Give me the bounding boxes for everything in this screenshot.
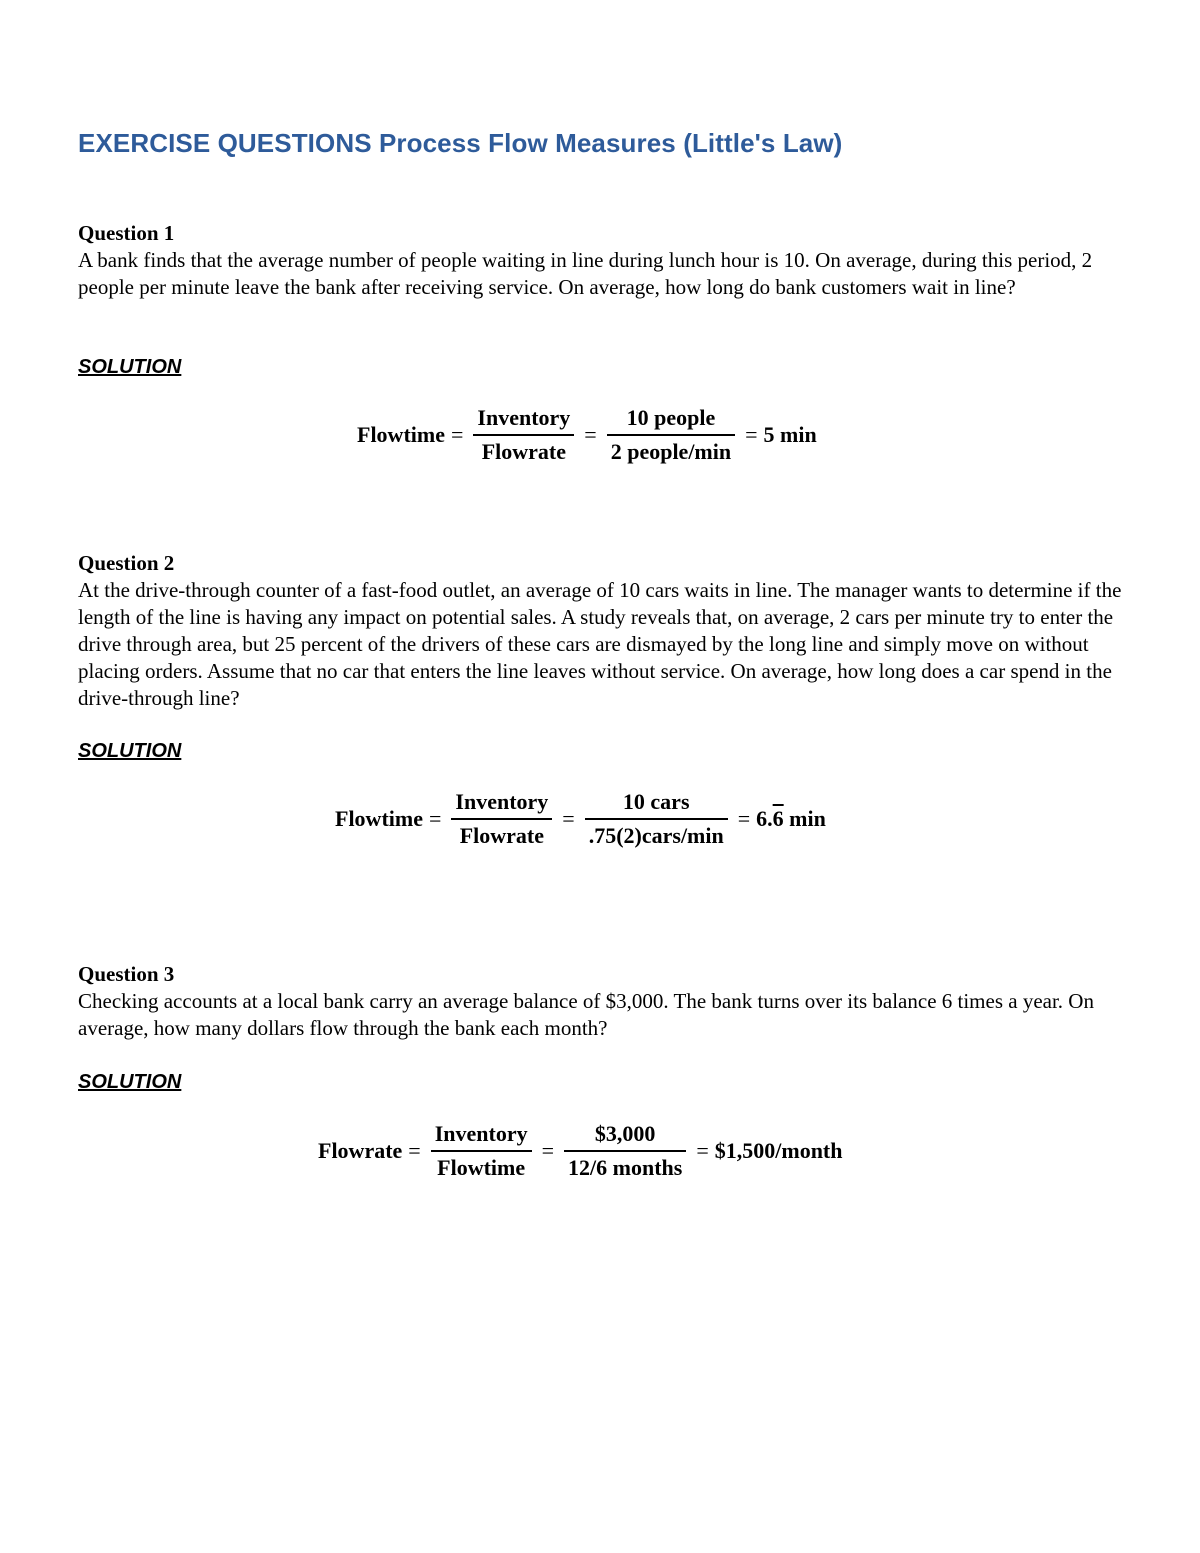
question-text: A bank finds that the average number of people waiting in line during lunch hour is 10. On average, during this period, 2 people per minute leave the bank after receiving service. On average, how long do bank customers wait in line? — [78, 248, 1093, 299]
page-title — [78, 128, 842, 159]
fraction-denominator: 12/6 months — [568, 1155, 683, 1180]
solution-label: SOLUTION — [78, 356, 182, 378]
equals-sign: = — [541, 1138, 555, 1163]
fraction-denominator: 2 people/min — [610, 439, 732, 464]
formula-lhs: Flowrate — [318, 1138, 403, 1163]
question-heading: Question 1 — [78, 221, 175, 245]
repeating-digit: 6 — [772, 806, 784, 831]
equals-sign: = — [450, 422, 464, 447]
formula-2 — [335, 789, 826, 849]
equals-sign: = — [408, 1138, 421, 1163]
solution-label: SOLUTION — [78, 1071, 182, 1093]
equals-sign: = — [696, 1138, 709, 1163]
solution-label: SOLUTION — [78, 740, 182, 762]
fraction — [564, 1121, 686, 1181]
formula-lhs: Flowtime — [357, 422, 445, 447]
equals-sign: = — [428, 806, 442, 831]
title-part-2: Process Flow Measures (Little's Law) — [378, 128, 843, 158]
fraction-numerator: $3,000 — [564, 1121, 686, 1152]
fraction — [585, 789, 728, 849]
fraction-denominator: Flowrate — [481, 439, 566, 464]
fraction-numerator: Inventory — [431, 1121, 532, 1152]
question-1 — [78, 220, 1123, 301]
equals-sign: = — [562, 806, 575, 831]
fraction-denominator: Flowrate — [459, 823, 544, 848]
fraction-numerator: 10 cars — [585, 789, 728, 820]
fraction — [473, 405, 574, 465]
fraction — [451, 789, 552, 849]
equals-sign: = — [584, 422, 597, 447]
result-unit: min — [789, 806, 826, 831]
fraction-denominator: Flowtime — [437, 1155, 526, 1180]
formula-result: $1,500/month — [714, 1138, 843, 1163]
equals-sign: = — [737, 806, 751, 831]
fraction-numerator: Inventory — [451, 789, 552, 820]
formula-result: 5 min — [763, 422, 817, 447]
formula-3 — [318, 1121, 843, 1181]
fraction-numerator: 10 people — [607, 405, 735, 436]
question-text: At the drive-through counter of a fast-food outlet, an average of 10 cars waits in line. The manager wants to determine if the length of the line is having any impact on potential sales. A study reveals that, on average, 2 cars per minute try to enter the drive through area, but 25 percent of the drivers of these cars are dismayed by the long line and simply move on without placing orders. Assume that no car that enters the line leaves without service. On average, how long does a car spend in the drive-through line? — [78, 578, 1122, 710]
question-text: Checking accounts at a local bank carry an average balance of $3,000. The bank turns over its balance 6 times a year. On average, how many dollars flow through the bank each month? — [78, 989, 1094, 1040]
question-heading: Question 2 — [78, 551, 175, 575]
formula-1 — [357, 405, 817, 465]
formula-result — [756, 806, 826, 832]
question-3 — [78, 961, 1123, 1042]
question-heading: Question 3 — [78, 962, 175, 986]
question-2 — [78, 550, 1123, 712]
formula-lhs: Flowtime — [335, 806, 423, 831]
title-part-1: EXERCISE QUESTIONS — [78, 128, 372, 158]
result-prefix: 6. — [756, 806, 773, 831]
fraction-numerator: Inventory — [473, 405, 574, 436]
equals-sign: = — [745, 422, 758, 447]
fraction — [607, 405, 735, 465]
fraction — [431, 1121, 532, 1181]
fraction-denominator: .75(2)cars/min — [588, 823, 724, 848]
